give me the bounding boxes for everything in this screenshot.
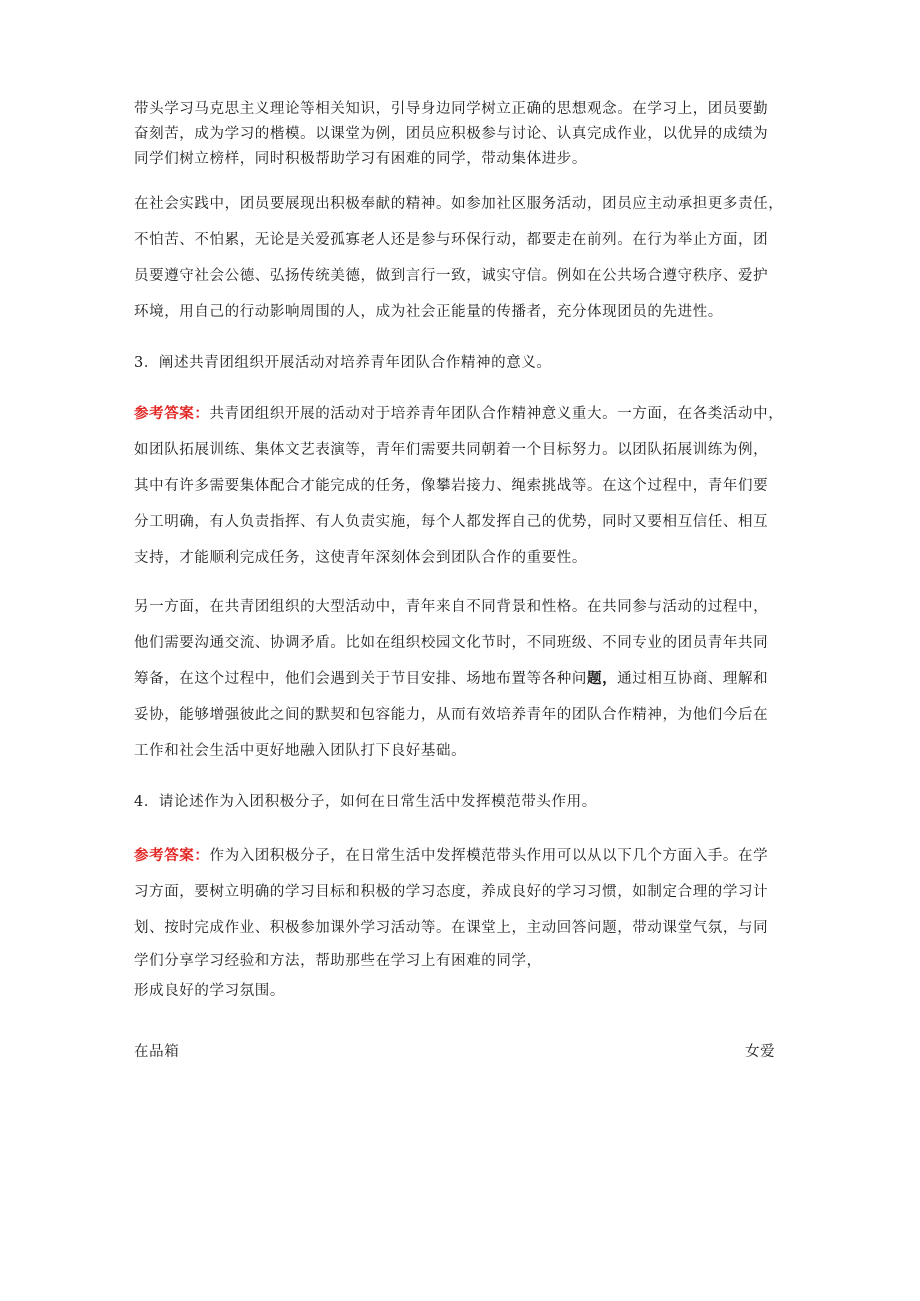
- text-line: 带头学习马克思主义理论等相关知识，引导身边同学树立正确的思想观念。在学习上，团员要勤: [134, 101, 769, 117]
- text-line: 他们需要沟通交流、协调矛盾。比如在组织校园文化节时，不同班级、不同专业的团员青年共同: [134, 635, 769, 651]
- text-segment: 通过相互协商、理解和: [617, 671, 769, 687]
- text-line: 不怕苦、不怕累，无论是关爱孤寡老人还是参与环保行动，都要走在前列。在行为举止方面，团: [134, 232, 769, 248]
- footer-left: 在品箱: [134, 1044, 180, 1060]
- answer-label: 参考答案：: [134, 405, 210, 422]
- text-emphasis: 题，: [587, 670, 618, 687]
- text-line: 同学们树立榜样，同时积极帮助学习有困难的同学，带动集体进步。: [134, 151, 587, 167]
- text-line: 学们分享学习经验和方法，帮助那些在学习上有困难的同学，: [134, 953, 542, 969]
- text-line: 划、按时完成作业、积极参加课外学习活动等。在课堂上，主动回答问题，带动课堂气氛，与同: [134, 920, 769, 936]
- text-line: [134, 661, 794, 697]
- paragraph-2: [134, 186, 794, 330]
- text-line: 习方面，要树立明确的学习目标和积极的学习态度，养成良好的学习习惯，如制定合理的学习计: [134, 884, 769, 900]
- answer-label: 参考答案：: [134, 847, 210, 864]
- answer-first-line: 共青团组织开展的活动对于培养青年团队合作精神意义重大。一方面，在各类活动中，: [209, 406, 784, 422]
- question-text: 3．阐述共青团组织开展活动对培养青年团队合作精神的意义。: [134, 355, 552, 371]
- answer-4: [134, 838, 794, 1006]
- text-line: 环境，用自己的行动影响周围的人，成为社会正能量的传播者，充分体现团员的先进性。: [134, 304, 723, 320]
- text-line: [134, 396, 794, 432]
- text-segment: 筹备，在这个过程中，他们会遇到关于节目安排、场地布置等各种问: [134, 671, 587, 687]
- text-line: 员要遵守社会公德、弘扬传统美德，做到言行一致，诚实守信。例如在公共场合遵守秩序、爱护: [134, 268, 769, 284]
- text-line: 工作和社会生活中更好地融入团队打下良好基础。: [134, 743, 467, 759]
- answer-first-line: 作为入团积极分子，在日常生活中发挥模范带头作用可以从以下几个方面入手。在学: [209, 848, 769, 864]
- question-3: [134, 345, 794, 381]
- paragraph-1: [134, 97, 794, 172]
- text-line: [134, 838, 794, 874]
- text-line: 如团队拓展训练、集体文艺表演等，青年们需要共同朝着一个目标努力。以团队拓展训练为例，: [134, 442, 769, 458]
- text-line: 其中有许多需要集体配合才能完成的任务，像攀岩接力、绳索挑战等。在这个过程中，青年们要: [134, 478, 769, 494]
- text-line: 奋刻苦，成为学习的楷模。以课堂为例，团员应积极参与讨论、认真完成作业，以优异的成绩为: [134, 126, 769, 142]
- text-line: 支持，才能顺利完成任务，这使青年深刻体会到团队合作的重要性。: [134, 550, 587, 566]
- footer-right: 女爱: [745, 1044, 776, 1060]
- text-line: 妥协，能够增强彼此之间的默契和包容能力，从而有效培养青年的团队合作精神，为他们今后在: [134, 707, 769, 723]
- answer-3: [134, 396, 794, 576]
- question-text: 4．请论述作为入团积极分子，如何在日常生活中发挥模范带头作用。: [134, 794, 597, 810]
- text-line: 在社会实践中，团员要展现出积极奉献的精神。如参加社区服务活动，团员应主动承担更多责任，: [134, 196, 784, 212]
- text-line: 另一方面，在共青团组织的大型活动中，青年来自不同背景和性格。在共同参与活动的过程中，: [134, 599, 769, 615]
- question-4: [134, 784, 794, 820]
- text-line: 形成良好的学习氛围。: [134, 983, 285, 999]
- paragraph-4: [134, 589, 794, 769]
- text-line: 分工明确，有人负责指挥、有人负责实施，每个人都发挥自己的优势，同时又要相互信任、相互: [134, 514, 769, 530]
